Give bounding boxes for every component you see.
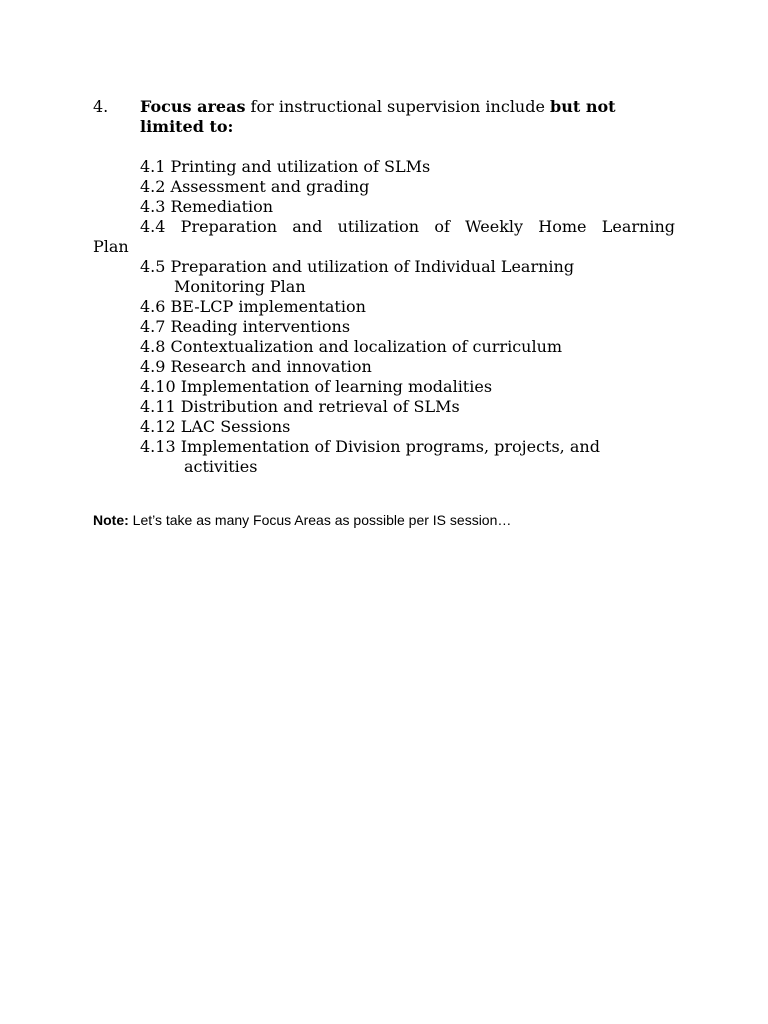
list-item — [93, 317, 683, 337]
section-title-mid: for instructional supervision include — [245, 97, 551, 116]
list-item-text: 4.9 Research and innovation — [140, 357, 372, 376]
list-item-text: 4.13 Implementation of Division programs, projects, and — [140, 437, 600, 456]
list-item — [93, 437, 683, 477]
section-heading — [93, 97, 683, 137]
section-title — [140, 97, 675, 137]
list-item — [93, 357, 683, 377]
list-item — [93, 217, 683, 257]
list-item — [93, 257, 683, 297]
section-title-bold2: but not limited to: — [140, 97, 616, 136]
list-item-text: 4.5 Preparation and utilization of Individual Learning — [140, 257, 575, 276]
list-item-text: 4.12 LAC Sessions — [140, 417, 291, 436]
section-number: 4. — [93, 97, 109, 116]
list-item-text: 4.2 Assessment and grading — [140, 177, 370, 196]
list-item — [93, 297, 683, 317]
list-item-text: 4.7 Reading interventions — [140, 317, 351, 336]
list-item — [93, 337, 683, 357]
list-item — [93, 397, 683, 417]
section-title-bold: Focus areas — [140, 97, 246, 116]
list-item — [93, 177, 683, 197]
list-item — [93, 157, 683, 177]
note-text: Let’s take as many Focus Areas as possible per IS session… — [128, 512, 512, 528]
list-item — [93, 417, 683, 437]
list-item-text: 4.11 Distribution and retrieval of SLMs — [140, 397, 460, 416]
list-item — [93, 377, 683, 397]
list-item — [93, 197, 683, 217]
list-item-text: 4.3 Remediation — [140, 197, 274, 216]
list-item-continuation: Plan — [93, 237, 129, 256]
list-item-text: 4.6 BE-LCP implementation — [140, 297, 366, 316]
list-item-text: 4.4 Preparation and utilization of Weekly Home Learning — [140, 217, 675, 236]
list-item-text: 4.1 Printing and utilization of SLMs — [140, 157, 431, 176]
note — [93, 510, 511, 530]
focus-area-list — [93, 157, 683, 477]
list-item-text: 4.8 Contextualization and localization of curriculum — [140, 337, 563, 356]
list-item-continuation: activities — [184, 457, 258, 476]
list-item-continuation: Monitoring Plan — [174, 277, 306, 296]
note-label: Note: — [93, 512, 129, 528]
list-item-text: 4.10 Implementation of learning modalities — [140, 377, 493, 396]
